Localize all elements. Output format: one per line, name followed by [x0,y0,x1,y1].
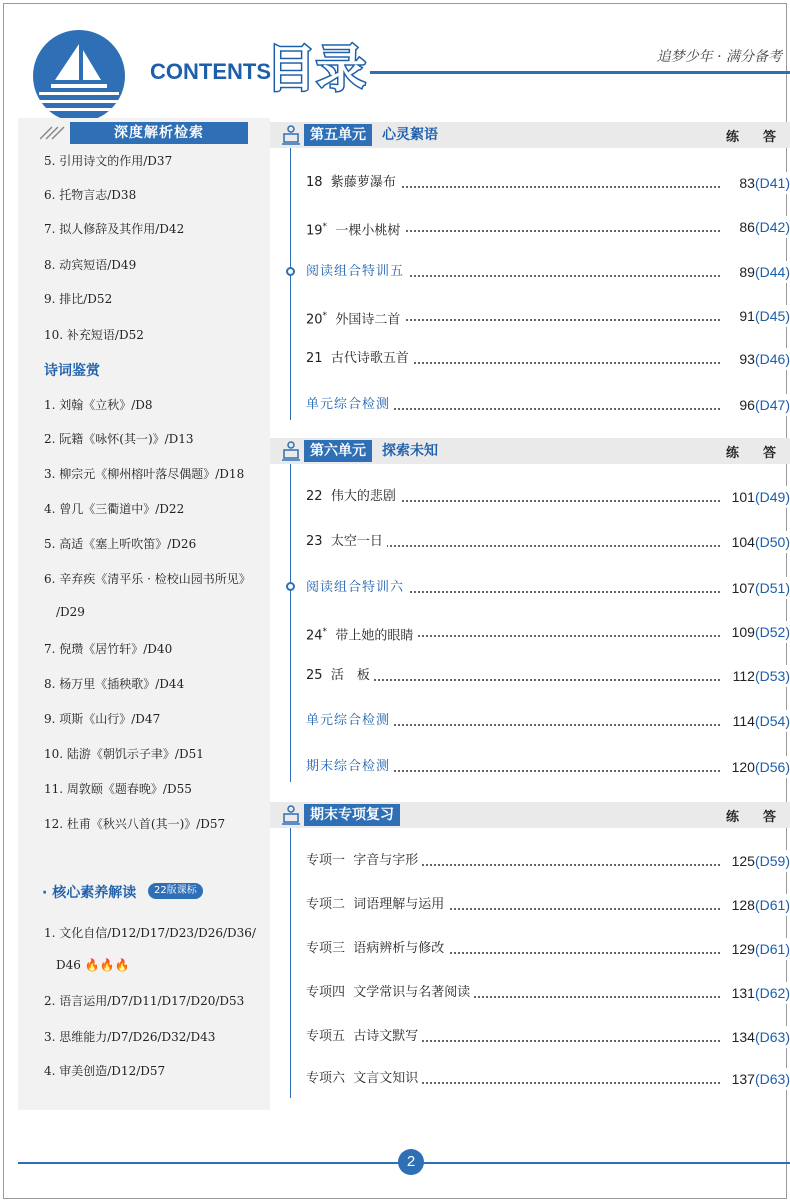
toc-row-label: 21 古代诗歌五首 [306,348,413,370]
flame-icon: 🔥🔥🔥 [84,958,130,972]
core-literacy-item-text: D46 [56,958,81,972]
toc-row-page: 114(D54) [729,710,790,732]
core-literacy-item[interactable]: 2. 语言运用/D7/D11/D17/D20/D53 [44,994,245,1008]
sailboat-logo-icon [33,30,125,122]
toc-row-label: 25 活 板 [306,665,374,687]
toc-row-page: 91(D45) [735,305,790,327]
poetry-item[interactable]: 8. 杨万里《插秧歌》/D44 [44,677,185,691]
deep-analysis-item[interactable]: 10. 补充短语/D52 [44,328,144,342]
practice-column-label: 练 [726,130,740,145]
toc-row[interactable] [306,982,790,1004]
toc-row[interactable] [306,577,790,599]
toc-row-label: 19* 一棵小桃树 [306,216,404,242]
toc-row[interactable] [306,850,790,872]
poetry-item[interactable]: 10. 陆游《朝饥示子聿》/D51 [44,747,204,761]
toc-row-page: 89(D44) [735,261,790,283]
page-header [0,0,790,110]
toc-row-label: 阅读组合特训五 [306,261,408,283]
toc-row[interactable] [306,665,790,687]
poetry-item[interactable]: 12. 杜甫《秋兴八首(其一)》/D57 [44,817,226,831]
unit-five-title: 心灵絮语 [382,127,438,143]
toc-row-page: 101(D49) [728,486,790,508]
deep-analysis-item[interactable]: 8. 动宾短语/D49 [44,258,137,272]
curriculum-badge: 22版课标 [148,883,203,899]
poetry-item[interactable]: 4. 曾几《三衢道中》/D22 [44,502,185,516]
poetry-item[interactable]: 9. 项斯《山行》/D47 [44,712,161,726]
left-index-panel [18,118,270,1110]
poetry-item-continued[interactable]: /D29 [56,605,85,619]
toc-row-label: 22 伟大的悲剧 [306,486,400,508]
toc-row-label: 23 太空一日 [306,531,387,553]
poetry-item[interactable]: 11. 周敦颐《题春晚》/D55 [44,782,192,796]
toc-row[interactable] [306,216,790,238]
toc-row[interactable] [306,172,790,194]
header-slogan: 追梦少年 · 满分备考 [656,49,782,65]
toc-row-label: 阅读组合特训六 [306,577,408,599]
toc-row-page: 112(D53) [729,665,790,687]
banner-decoration-icon [40,126,66,140]
toc-row-page: 83(D41) [735,172,790,194]
poetry-item[interactable]: 7. 倪瓒《居竹轩》/D40 [44,642,173,656]
answer-column-label: 答 [763,810,777,825]
reading-person-icon [280,124,302,146]
header-divider [370,71,790,74]
answer-column-label: 答 [763,446,777,461]
deep-analysis-item[interactable]: 6. 托物言志/D38 [44,188,137,202]
final-review-label: 期末专项复习 [304,804,400,826]
toc-row-label: 专项一 字音与字形 [306,850,422,872]
toc-row-label: 专项三 语病辨析与修改 [306,938,448,960]
reading-person-icon [280,804,302,826]
toc-row[interactable] [306,1068,790,1090]
toc-row[interactable] [306,486,790,508]
unit-six-header [270,438,790,464]
toc-row-page: 96(D47) [735,394,790,416]
section-deep-analysis-title: 深度解析检索 [70,122,248,144]
toc-row[interactable] [306,938,790,960]
toc-row-label: 单元综合检测 [306,394,394,416]
section-marker-icon [286,267,295,276]
toc-row[interactable] [306,621,790,643]
toc-row-label: 专项五 古诗文默写 [306,1026,422,1048]
section-marker-icon [286,582,295,591]
toc-row[interactable] [306,894,790,916]
toc-row[interactable] [306,394,790,416]
toc-row-label: 20* 外国诗二首 [306,305,404,331]
practice-column-label: 练 [726,810,740,825]
toc-row-page: 128(D61) [728,894,790,916]
toc-row-page: 134(D63) [728,1026,790,1048]
toc-row-page: 131(D62) [728,982,790,1004]
page-title: 目录 [266,40,366,98]
poetry-item[interactable]: 1. 刘翰《立秋》/D8 [44,398,153,412]
toc-row-page: 107(D51) [728,577,790,599]
toc-row-page: 109(D52) [728,621,790,643]
toc-row[interactable] [306,348,790,370]
page-number: 2 [398,1149,424,1175]
toc-row-label: 单元综合检测 [306,710,394,732]
toc-row-page: 125(D59) [728,850,790,872]
toc-row-page: 137(D63) [728,1068,790,1090]
practice-column-label: 练 [726,446,740,461]
reading-person-icon [280,440,302,462]
contents-word: CONTENTS [150,59,271,84]
deep-analysis-item[interactable]: 7. 拟人修辞及其作用/D42 [44,222,185,236]
final-review-header [270,802,790,828]
poetry-item[interactable]: 5. 高适《塞上听吹笛》/D26 [44,537,197,551]
toc-row-page: 86(D42) [735,216,790,238]
toc-row[interactable] [306,710,790,732]
toc-row-label: 专项六 文言文知识 [306,1068,422,1090]
toc-row-label: 24* 带上她的眼睛 [306,621,417,647]
toc-row-label: 18 紫藤萝瀑布 [306,172,400,194]
deep-analysis-item[interactable]: 9. 排比/D52 [44,292,113,306]
toc-row-label: 专项四 文学常识与名著阅读 [306,982,474,1004]
answer-column-label: 答 [763,130,777,145]
toc-row[interactable] [306,261,790,283]
unit-five-header [270,122,790,148]
core-literacy-item-continued[interactable] [56,958,130,972]
unit-six-title: 探索未知 [382,443,438,459]
core-literacy-item[interactable]: 3. 思维能力/D7/D26/D32/D43 [44,1030,216,1044]
core-literacy-item[interactable]: 4. 审美创造/D12/D57 [44,1064,166,1078]
poetry-item[interactable]: 3. 柳宗元《柳州榕叶落尽偶题》/D18 [44,467,245,481]
poetry-item[interactable]: 2. 阮籍《咏怀(其一)》/D13 [44,432,194,446]
toc-row-page: 129(D61) [728,938,790,960]
toc-row-page: 104(D50) [728,531,790,553]
toc-row[interactable] [306,305,790,327]
unit-five-label: 第五单元 [304,124,372,146]
toc-row-label: 专项二 词语理解与运用 [306,894,448,916]
toc-row[interactable] [306,756,790,778]
section-poetry-title: 诗词鉴赏 [44,363,100,379]
toc-row[interactable] [306,1026,790,1048]
toc-row-page: 120(D56) [728,756,790,778]
core-literacy-item[interactable]: 1. 文化自信/D12/D17/D23/D26/D36/ [44,926,256,940]
poetry-item[interactable]: 6. 辛弃疾《清平乐 · 检校山园书所见》 [44,572,251,586]
unit-six-label: 第六单元 [304,440,372,462]
toc-row-page: 93(D46) [735,348,790,370]
toc-row-label: 期末综合检测 [306,756,394,778]
section-core-literacy-title: · 核心素养解读 [42,885,137,901]
deep-analysis-item[interactable]: 5. 引用诗文的作用/D37 [44,154,173,168]
toc-row[interactable] [306,531,790,553]
